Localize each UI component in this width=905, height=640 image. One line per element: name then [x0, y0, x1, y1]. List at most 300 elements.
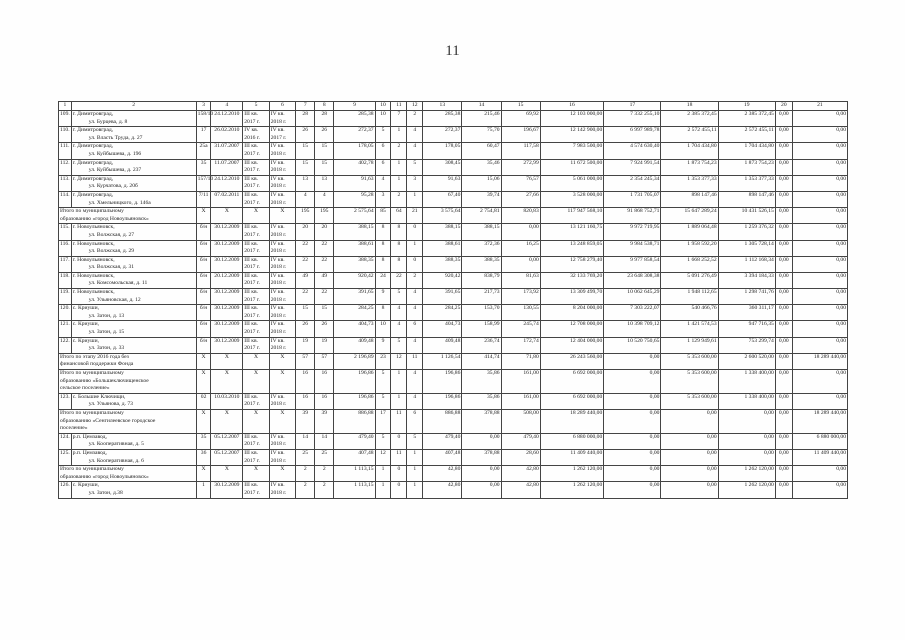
address-city: г. Димитровград,	[72, 159, 114, 166]
table-cell: 217,73	[462, 289, 501, 305]
table-cell: 69,92	[501, 111, 540, 127]
table-cell: 2	[391, 191, 407, 207]
table-cell: 11 409 440,00	[792, 449, 847, 465]
table-cell: 6 997 989,78	[604, 127, 661, 143]
table-cell: 39	[315, 409, 334, 433]
end-quarter-cell	[269, 449, 295, 465]
quarter: III кв.	[244, 321, 258, 328]
table-cell: 22	[296, 240, 315, 256]
table-cell: 42,80	[423, 466, 462, 482]
table-cell: 1 889 064,48	[661, 224, 718, 240]
table-cell: 0	[407, 256, 423, 272]
table-cell: 0,00	[775, 433, 792, 449]
table-cell: 0,00	[792, 240, 847, 256]
table-cell: 2	[315, 482, 334, 498]
table-cell: 215,46	[462, 111, 501, 127]
table-cell: 388,15	[462, 224, 501, 240]
table-cell: 0,00	[775, 191, 792, 207]
table-cell: 16	[315, 370, 334, 394]
table-cell: 0,00	[775, 224, 792, 240]
table-cell: 391,65	[334, 289, 375, 305]
table-cell: 479,40	[501, 433, 540, 449]
table-cell: 1 873 754,23	[718, 159, 775, 175]
quarter: IV кв.	[270, 256, 285, 263]
end-quarter-cell	[269, 482, 295, 498]
table-cell: 6	[375, 159, 391, 175]
column-number: 11	[391, 102, 407, 111]
address-city: р.п. Цемзавод,	[72, 433, 107, 440]
table-cell: 75,70	[462, 127, 501, 143]
table-cell: 125.	[59, 449, 72, 465]
address-cell	[71, 482, 196, 498]
address-cell	[71, 240, 196, 256]
table-cell: 1 353 377,33	[661, 175, 718, 191]
quarter: IV кв.	[270, 337, 285, 344]
table-cell: 388,35	[334, 256, 375, 272]
table-cell: 2	[407, 111, 423, 127]
table-cell: 1 113,15	[334, 482, 375, 498]
table-cell: 7 303 222,07	[604, 305, 661, 321]
address-cell	[71, 289, 196, 305]
table-cell: 0,00	[501, 224, 540, 240]
table-cell: 0,00	[792, 466, 847, 482]
quarter: IV кв.	[270, 482, 285, 489]
end-quarter-cell	[269, 289, 295, 305]
table-cell: 0,00	[792, 393, 847, 409]
table-cell: 158/10	[196, 111, 211, 127]
table-cell: 4	[315, 191, 334, 207]
subtotal-label-line: финансовой поддержки Фонда	[60, 361, 134, 368]
quarter-year: 2017 г.	[244, 329, 260, 336]
address-street: ул. Затон, д. 13	[88, 312, 125, 319]
quarter-year: 2017 г.	[270, 134, 287, 141]
address-cell	[71, 127, 196, 143]
table-cell: 5	[391, 289, 407, 305]
table-cell: 820,83	[501, 208, 540, 224]
quarter-year: 2017 г.	[244, 401, 260, 408]
table-cell: б/н	[196, 272, 211, 288]
table-cell: X	[269, 208, 295, 224]
table-cell: 308,45	[423, 159, 462, 175]
column-number: 20	[775, 102, 792, 111]
housing-register-table	[58, 101, 848, 499]
table-cell: 117.	[59, 256, 72, 272]
table-cell: 178,05	[334, 143, 375, 159]
table-cell: 6	[407, 409, 423, 433]
column-number: 7	[296, 102, 315, 111]
table-cell: 20.12.2009	[211, 272, 243, 288]
table-cell: 1	[407, 482, 423, 498]
table-cell: 10 062 645,29	[604, 289, 661, 305]
address-city: р.п. Цемзавод,	[72, 449, 107, 456]
table-row	[59, 305, 848, 321]
table-cell: 2 572 455,11	[661, 127, 718, 143]
table-cell: 12 142 900,00	[540, 127, 604, 143]
table-cell: 0,00	[501, 256, 540, 272]
subtotal-label	[59, 370, 197, 394]
table-cell: 0,00	[792, 305, 847, 321]
table-cell: X	[196, 208, 211, 224]
start-quarter-cell	[243, 111, 269, 127]
end-quarter-cell	[269, 127, 295, 143]
table-cell: 0,00	[775, 272, 792, 288]
table-cell: 122.	[59, 337, 72, 353]
table-cell: 10.03.2010	[211, 393, 243, 409]
page-number: 11	[445, 43, 460, 59]
table-cell: 5	[375, 433, 391, 449]
end-quarter-cell	[269, 337, 295, 353]
table-cell: 91 868 752,71	[604, 208, 661, 224]
address-street: ул. Кооперативная, д. 6	[88, 457, 144, 464]
address-street: ул. Куйбышева, д. 196	[88, 150, 142, 157]
subtotal-label	[59, 353, 197, 369]
quarter-year: 2018 г.	[270, 345, 287, 352]
table-cell: 15 647 289,24	[661, 208, 718, 224]
table-cell: 10 520 750,65	[604, 337, 661, 353]
table-cell: 5	[407, 433, 423, 449]
table-cell: 1 338 400,00	[718, 393, 775, 409]
quarter-year: 2018 г.	[270, 118, 287, 125]
table-cell: 1	[407, 466, 423, 482]
table-row	[59, 127, 848, 143]
quarter-year: 2018 г.	[270, 457, 287, 464]
table-cell: 8	[391, 240, 407, 256]
table-cell: 25a	[196, 143, 211, 159]
table-cell: 71,80	[501, 353, 540, 369]
table-cell: 0,00	[775, 305, 792, 321]
table-cell: 479,40	[334, 433, 375, 449]
table-cell: 886,88	[334, 409, 375, 433]
table-cell: 409,48	[423, 337, 462, 353]
table-cell: 0,00	[792, 175, 847, 191]
end-quarter-cell	[269, 272, 295, 288]
table-cell: 540 466,76	[661, 305, 718, 321]
table-cell: 388,61	[423, 240, 462, 256]
table-cell: 388,15	[423, 224, 462, 240]
table-cell: 1	[196, 482, 211, 498]
table-cell: 2 600 520,00	[718, 353, 775, 369]
quarter-year: 2018 г.	[270, 150, 287, 157]
table-cell: 1 262 120,00	[718, 466, 775, 482]
start-quarter-cell	[243, 175, 269, 191]
table-cell: 8	[375, 305, 391, 321]
subtotal-row	[59, 409, 848, 433]
table-cell: 1	[391, 393, 407, 409]
table-cell: 3	[407, 175, 423, 191]
table-cell: 0,00	[775, 337, 792, 353]
table-cell: 272,37	[334, 127, 375, 143]
table-cell: 13 248 859,05	[540, 240, 604, 256]
subtotal-label-line: Итого по муниципальному	[60, 208, 124, 215]
end-quarter-cell	[269, 240, 295, 256]
table-cell: 0,00	[604, 433, 661, 449]
table-cell: 404,73	[334, 321, 375, 337]
table-cell: 5 353 600,00	[661, 393, 718, 409]
table-cell: 4	[407, 393, 423, 409]
end-quarter-cell	[269, 393, 295, 409]
table-cell: 3 575,64	[423, 208, 462, 224]
subtotal-label-line: Итого по муниципальному	[60, 466, 124, 473]
quarter-year: 2017 г.	[244, 118, 260, 125]
table-cell: 0,00	[792, 191, 847, 207]
table-cell: 753 299,74	[718, 337, 775, 353]
table-cell: 196,86	[334, 393, 375, 409]
table-cell: 14	[296, 433, 315, 449]
table-cell: 407,48	[334, 449, 375, 465]
address-cell	[71, 433, 196, 449]
table-cell: 18 289 440,00	[540, 409, 604, 433]
table-cell: 0,00	[792, 224, 847, 240]
end-quarter-cell	[269, 433, 295, 449]
table-cell: 27,66	[501, 191, 540, 207]
address-city: г. Димитровград,	[72, 143, 114, 150]
table-cell: 1 704 434,80	[718, 143, 775, 159]
table-cell: б/н	[196, 305, 211, 321]
table-cell: 388,61	[334, 240, 375, 256]
end-quarter-cell	[269, 256, 295, 272]
address-street: ул. Затон, д. 33	[88, 345, 125, 352]
table-cell: 0,00	[792, 127, 847, 143]
subtotal-label	[59, 208, 197, 224]
table-cell: X	[196, 370, 211, 394]
table-cell: 245,74	[501, 321, 540, 337]
end-quarter-cell	[269, 224, 295, 240]
table-cell: 0,00	[792, 256, 847, 272]
address-city: г. Димитровград,	[72, 175, 114, 182]
address-city: г. Новоульяновск,	[72, 272, 115, 279]
table-cell: 57	[315, 353, 334, 369]
table-cell: 0	[391, 433, 407, 449]
table-cell: 12 404 000,00	[540, 337, 604, 353]
address-city: с. Криуши,	[72, 337, 100, 344]
table-cell: 31.07.2007	[211, 143, 243, 159]
table-cell: 26	[315, 127, 334, 143]
table-cell: 236,74	[462, 337, 501, 353]
table-cell: 195	[315, 208, 334, 224]
table-cell: 6	[407, 321, 423, 337]
table-cell: б/н	[196, 256, 211, 272]
table-cell: 17	[375, 409, 391, 433]
table-cell: 1 298 741,76	[718, 289, 775, 305]
table-cell: 121.	[59, 321, 72, 337]
quarter: IV кв.	[244, 127, 259, 134]
table-cell: 388,35	[462, 256, 501, 272]
table-cell: X	[196, 353, 211, 369]
table-cell: 17	[196, 127, 211, 143]
table-cell: 153,70	[462, 305, 501, 321]
table-cell: 0,00	[661, 409, 718, 433]
table-cell: X	[243, 409, 269, 433]
quarter: III кв.	[244, 175, 258, 182]
quarter: III кв.	[244, 143, 258, 150]
table-cell: 36	[196, 449, 211, 465]
table-cell: 22	[315, 256, 334, 272]
table-cell: 30.12.2009	[211, 240, 243, 256]
table-cell: 28	[296, 111, 315, 127]
table-cell: 8	[375, 240, 391, 256]
column-number: 3	[196, 102, 211, 111]
table-cell: 19	[296, 337, 315, 353]
address-city: с. Криуши,	[72, 482, 100, 489]
table-cell: 391,65	[423, 289, 462, 305]
address-city: г. Димитровград,	[72, 191, 114, 198]
table-cell: 2	[391, 143, 407, 159]
table-cell: 360 311,17	[718, 305, 775, 321]
column-number: 13	[423, 102, 462, 111]
table-cell: 2	[296, 482, 315, 498]
table-cell: 02	[196, 393, 211, 409]
quarter-year: 2018 г.	[270, 489, 287, 496]
quarter-year: 2017 г.	[244, 183, 260, 190]
start-quarter-cell	[243, 143, 269, 159]
table-cell: 7	[391, 111, 407, 127]
table-cell: 35	[196, 433, 211, 449]
table-cell: 117,58	[501, 143, 540, 159]
start-quarter-cell	[243, 482, 269, 498]
quarter: IV кв.	[270, 224, 285, 231]
column-number: 10	[375, 102, 391, 111]
table-cell: 0,00	[775, 111, 792, 127]
quarter: IV кв.	[270, 111, 285, 117]
table-cell: 479,40	[423, 433, 462, 449]
table-cell: 0,00	[775, 482, 792, 498]
quarter: III кв.	[244, 482, 258, 489]
table-cell: 4	[407, 305, 423, 321]
table-cell: 1 259 376,32	[718, 224, 775, 240]
table-row	[59, 159, 848, 175]
table-cell: 13	[296, 175, 315, 191]
table-cell: 0,00	[792, 289, 847, 305]
quarter-year: 2018 г.	[270, 401, 287, 408]
table-cell: X	[211, 353, 243, 369]
subtotal-label	[59, 409, 197, 433]
quarter-year: 2018 г.	[270, 312, 287, 319]
table-cell: 112.	[59, 159, 72, 175]
table-cell: 6 880 000,00	[792, 433, 847, 449]
table-cell: 378,88	[462, 449, 501, 465]
address-street: ул. Ульяновская, д. 12	[88, 296, 141, 303]
table-cell: 1 112 168,34	[718, 256, 775, 272]
table-cell: 30.12.2009	[211, 289, 243, 305]
quarter-year: 2016 г.	[244, 134, 260, 141]
table-cell: 10	[375, 111, 391, 127]
quarter: III кв.	[244, 159, 258, 166]
table-cell: X	[211, 409, 243, 433]
table-cell: 898 147,46	[661, 191, 718, 207]
address-city: г. Новоульяновск,	[72, 256, 115, 263]
table-cell: 21	[407, 208, 423, 224]
table-cell: 5 353 600,00	[661, 353, 718, 369]
table-cell: 9 977 858,54	[604, 256, 661, 272]
table-row	[59, 393, 848, 409]
table-cell: 13 121 160,75	[540, 224, 604, 240]
table-cell: 15,06	[462, 175, 501, 191]
table-cell: 508,00	[501, 409, 540, 433]
table-cell: 35,86	[462, 393, 501, 409]
quarter-year: 2017 г.	[244, 167, 260, 174]
table-cell: 26	[296, 321, 315, 337]
address-street: ул. Курчатова, д. 20б	[88, 183, 138, 190]
quarter: III кв.	[244, 256, 258, 263]
table-cell: 42,80	[501, 482, 540, 498]
address-street: ул. Затон, д. 15	[88, 329, 125, 336]
table-cell: 0,00	[604, 370, 661, 394]
table-cell: 0,00	[792, 159, 847, 175]
address-street: ул. Хмельницкого, д. 146а	[88, 199, 151, 206]
table-cell: 1 421 574,53	[661, 321, 718, 337]
table-cell: 5 061 000,00	[540, 175, 604, 191]
quarter: III кв.	[244, 240, 258, 247]
table-cell: 109.	[59, 111, 72, 127]
table-cell: 12 758 279,40	[540, 256, 604, 272]
table-cell: 1 704 434,80	[661, 143, 718, 159]
table-cell: 0,00	[604, 353, 661, 369]
table-cell: 0,00	[661, 482, 718, 498]
table-cell: 26.02.2010	[211, 127, 243, 143]
table-cell: 16	[296, 393, 315, 409]
table-cell: X	[269, 353, 295, 369]
table-cell: 30.12.2009	[211, 224, 243, 240]
table-cell: 8	[391, 256, 407, 272]
quarter-year: 2018 г.	[270, 280, 287, 287]
quarter: IV кв.	[270, 449, 285, 456]
table-cell: 5	[391, 337, 407, 353]
table-cell: 158,99	[462, 321, 501, 337]
table-cell: 5 091 276,49	[661, 272, 718, 288]
start-quarter-cell	[243, 191, 269, 207]
table-cell: 35,46	[462, 159, 501, 175]
quarter-year: 2018 г.	[270, 296, 287, 303]
table-cell: 9 984 538,71	[604, 240, 661, 256]
address-cell	[71, 159, 196, 175]
table-cell: 284,25	[423, 305, 462, 321]
table-cell: 388,15	[334, 224, 375, 240]
table-cell: 4	[407, 289, 423, 305]
table-cell: 26 243 560,00	[540, 353, 604, 369]
quarter: IV кв.	[270, 289, 285, 296]
table-cell: 126.	[59, 482, 72, 498]
table-cell: 2 575,64	[334, 208, 375, 224]
table-cell: 114.	[59, 191, 72, 207]
table-cell: б/н	[196, 337, 211, 353]
table-cell: 0	[391, 482, 407, 498]
address-city: с. Криуши,	[72, 321, 100, 328]
address-city: с. Криуши,	[72, 305, 100, 312]
table-cell: 0,00	[775, 159, 792, 175]
table-cell: 20	[296, 224, 315, 240]
table-cell: 2	[315, 466, 334, 482]
table-cell: 5	[407, 159, 423, 175]
table-cell: 0,00	[775, 449, 792, 465]
address-cell	[71, 143, 196, 159]
table-cell: 157/10	[196, 175, 211, 191]
table-cell: 0,00	[792, 337, 847, 353]
address-street: ул. Ульянова, д. 73	[88, 401, 133, 408]
table-cell: 11	[391, 409, 407, 433]
table-cell: 116.	[59, 240, 72, 256]
quarter: IV кв.	[270, 143, 285, 150]
table-cell: X	[196, 466, 211, 482]
table-cell: 18 289 440,00	[792, 353, 847, 369]
table-cell: б/н	[196, 321, 211, 337]
table-cell: 0,00	[718, 433, 775, 449]
table-cell: 1 353 377,33	[718, 175, 775, 191]
table-cell: 15	[315, 159, 334, 175]
table-cell: 272,37	[423, 127, 462, 143]
table-cell: 16	[315, 393, 334, 409]
start-quarter-cell	[243, 272, 269, 288]
table-row	[59, 289, 848, 305]
